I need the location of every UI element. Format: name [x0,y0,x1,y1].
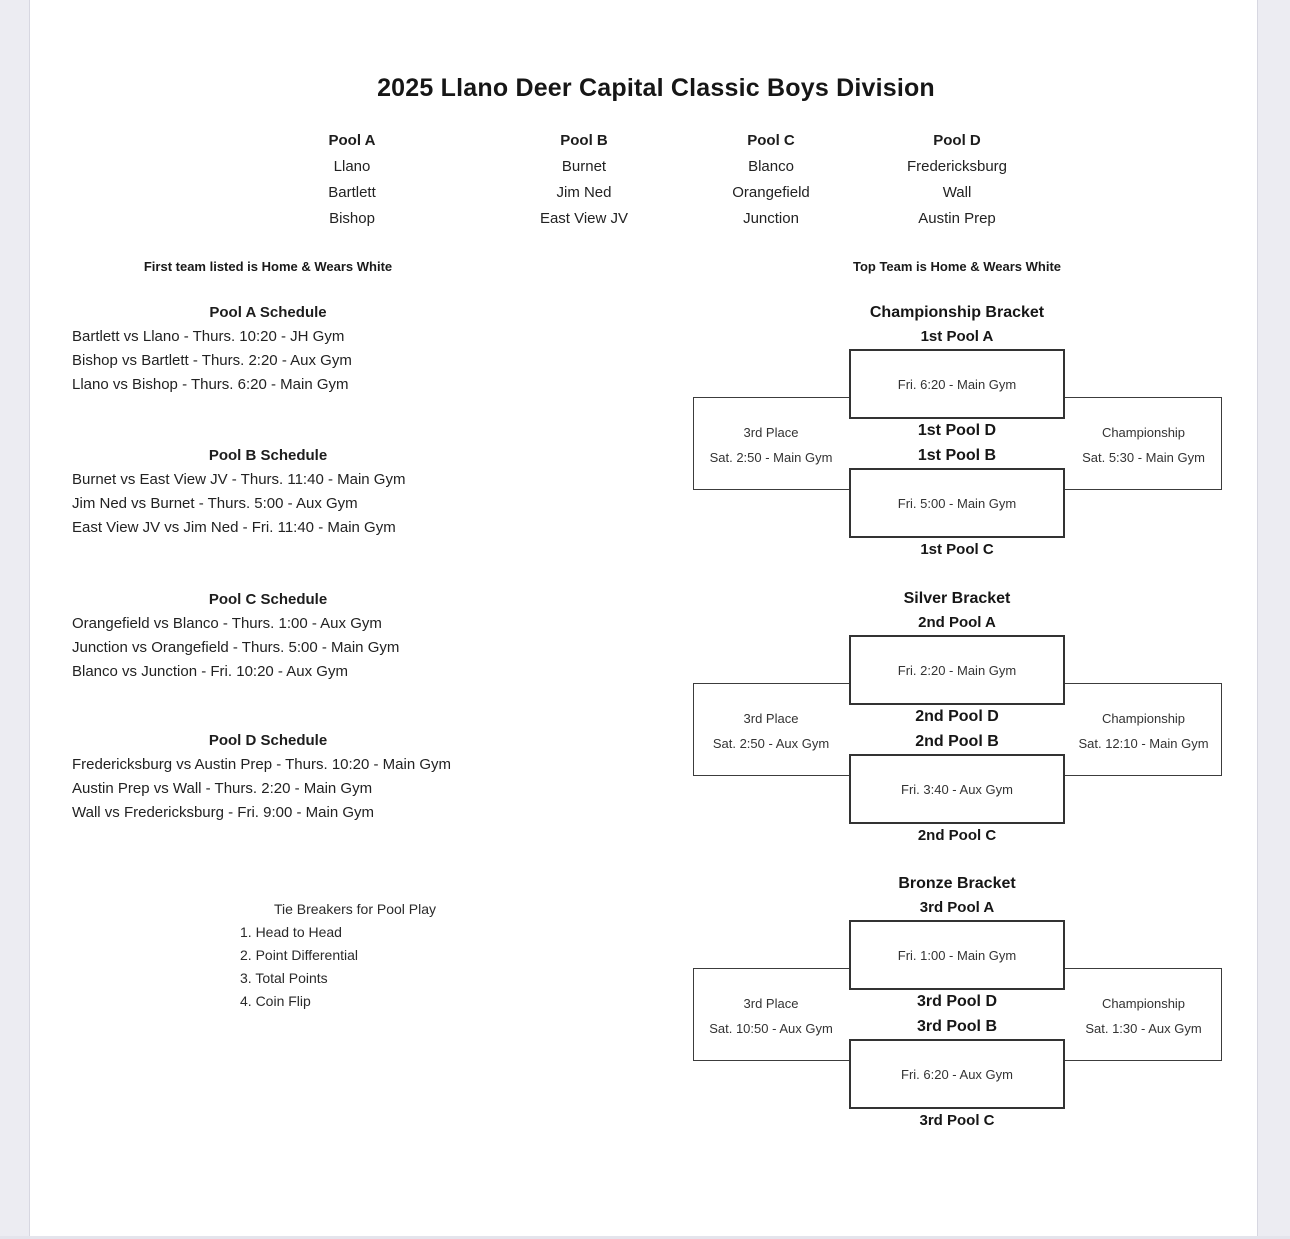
pool-name: Pool D [933,132,981,149]
team-name: Llano [333,158,371,175]
schedule-heading: Pool D Schedule [208,732,328,749]
game-time: Fri. 6:20 - Aux Gym [901,1066,1013,1082]
seed-label-middle-bottom: 3rd Pool B [916,1018,997,1035]
schedule-heading: Pool C Schedule [208,591,328,608]
page-title: 2025 Llano Deer Capital Classic Boys Division [377,74,935,102]
seed-label-middle-top: 1st Pool D [917,422,997,439]
tie-breakers-heading: Tie Breakers for Pool Play [273,901,437,917]
tie-breaker-item: 3. Total Points [240,970,328,986]
team-name: Bishop [329,210,375,227]
schedule-game: Blanco vs Junction - Fri. 10:20 - Aux Gym [72,663,348,680]
semifinal-2-box [849,468,1065,538]
team-name: Orangefield [732,184,810,201]
silver-bracket [0,590,1290,850]
team-name: Austin Prep [918,210,996,227]
home-note-pool-play: First team listed is Home & Wears White [143,259,393,274]
team-name: Fredericksburg [906,158,1008,175]
seed-label-top: 2nd Pool A [918,614,996,631]
seed-label-top: 1st Pool A [920,328,994,345]
third-place-label: 3rd Place [743,425,799,440]
bronze-bracket [0,875,1290,1135]
tie-breaker-item: 1. Head to Head [240,924,342,940]
home-note-bracket: Top Team is Home & Wears White [852,259,1062,274]
seed-label-middle-top: 3rd Pool D [916,993,997,1010]
game-time: Fri. 6:20 - Main Gym [897,376,1017,392]
final-time: Sat. 12:10 - Main Gym [1078,736,1209,751]
pool-name: Pool A [328,132,376,149]
seed-label-top: 3rd Pool A [919,899,995,916]
schedule-game: Burnet vs East View JV - Thurs. 11:40 - Main Gym [72,471,406,488]
seed-label-middle-top: 2nd Pool D [915,708,999,725]
game-time: Fri. 1:00 - Main Gym [897,947,1017,963]
semifinal-1-box [849,920,1065,990]
final-time: Sat. 5:30 - Main Gym [1082,450,1205,465]
schedule-game: Bishop vs Bartlett - Thurs. 2:20 - Aux Gym [72,352,352,369]
team-name: Blanco [748,158,794,175]
game-time: Fri. 3:40 - Aux Gym [901,781,1013,797]
semifinal-2-box [849,754,1065,824]
schedule-game: Bartlett vs Llano - Thurs. 10:20 - JH Gym [72,328,345,345]
final-label: Championship [1101,711,1186,726]
team-name: Junction [743,210,799,227]
team-name: Wall [942,184,972,201]
schedule-game: East View JV vs Jim Ned - Fri. 11:40 - Main Gym [72,519,396,536]
final-label: Championship [1101,425,1186,440]
schedule-game: Wall vs Fredericksburg - Fri. 9:00 - Main Gym [72,804,374,821]
semifinal-1-box [849,349,1065,419]
bracket-title: Silver Bracket [903,590,1011,607]
pool-column-a [242,128,462,232]
schedule-game: Junction vs Orangefield - Thurs. 5:00 - Main Gym [72,639,400,656]
championship-bracket [0,304,1290,564]
third-place-time: Sat. 10:50 - Aux Gym [709,1021,833,1036]
pool-name: Pool B [560,132,608,149]
schedule-game: Fredericksburg vs Austin Prep - Thurs. 10:20 - Main Gym [72,756,452,773]
third-place-time: Sat. 2:50 - Aux Gym [712,736,830,751]
schedule-game: Austin Prep vs Wall - Thurs. 2:20 - Main Gym [72,780,373,797]
bracket-title: Bronze Bracket [898,875,1016,892]
semifinal-1-box [849,635,1065,705]
final-time: Sat. 1:30 - Aux Gym [1085,1021,1202,1036]
seed-label-bottom: 1st Pool C [920,541,994,558]
schedule-heading: Pool B Schedule [208,447,328,464]
pool-column-d [847,128,1067,232]
team-name: Jim Ned [556,184,612,201]
tie-breaker-item: 4. Coin Flip [240,993,311,1009]
seed-label-middle-bottom: 2nd Pool B [915,733,999,750]
game-time: Fri. 5:00 - Main Gym [897,495,1017,511]
third-place-time: Sat. 2:50 - Main Gym [709,450,833,465]
schedule-game: Orangefield vs Blanco - Thurs. 1:00 - Aux Gym [72,615,382,632]
team-name: East View JV [539,210,629,227]
seed-label-bottom: 2nd Pool C [917,827,997,844]
team-name: Burnet [561,158,607,175]
semifinal-2-box [849,1039,1065,1109]
third-place-label: 3rd Place [743,711,799,726]
final-label: Championship [1101,996,1186,1011]
schedule-game: Jim Ned vs Burnet - Thurs. 5:00 - Aux Gym [72,495,358,512]
bracket-title: Championship Bracket [869,304,1045,321]
schedule-game: Llano vs Bishop - Thurs. 6:20 - Main Gym [72,376,349,393]
pool-name: Pool C [747,132,795,149]
team-name: Bartlett [328,184,376,201]
tie-breaker-item: 2. Point Differential [240,947,359,963]
game-time: Fri. 2:20 - Main Gym [897,662,1017,678]
seed-label-bottom: 3rd Pool C [919,1112,995,1129]
seed-label-middle-bottom: 1st Pool B [917,447,997,464]
third-place-label: 3rd Place [743,996,799,1011]
schedule-heading: Pool A Schedule [209,304,327,321]
